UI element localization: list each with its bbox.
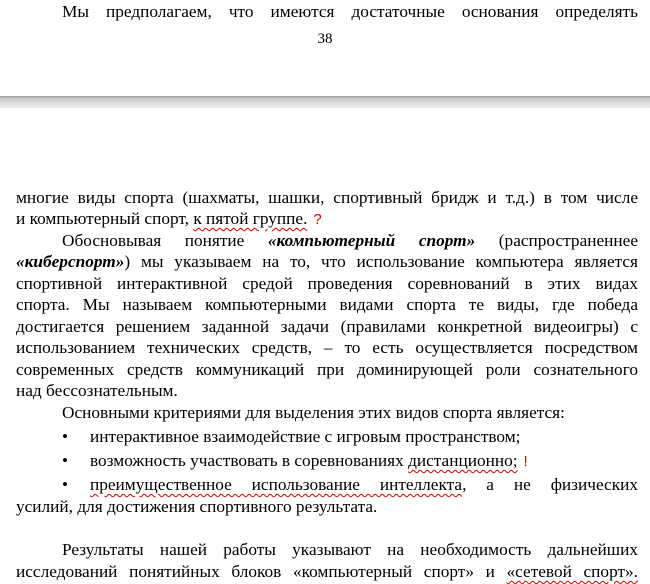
bullet-icon: • xyxy=(62,451,69,470)
previous-page xyxy=(0,0,650,96)
text-run: (распространеннее xyxy=(475,231,638,250)
paragraph-line: спорта. Мы называем компьютерными видами спорта те виды, где победа xyxy=(16,295,638,314)
text-run: исследований понятийных блоков «компьютерный спорт» и xyxy=(16,562,507,581)
paragraph-line: Основными критериями для выделения этих видов спорта является: xyxy=(62,403,565,422)
spellcheck-flagged-text[interactable]: дистанционно; xyxy=(408,451,518,470)
page-break-separator xyxy=(0,96,650,108)
bullet-item xyxy=(16,450,638,473)
paragraph-line: Результаты нашей работы указывают на необходимость дальнейших xyxy=(62,540,638,559)
previous-page-last-line: Мы предполагаем, что имеются достаточные основания определять xyxy=(62,2,638,21)
term-bold-italic: «киберспорт» xyxy=(16,252,125,271)
paragraph-line xyxy=(16,230,638,252)
spellcheck-flagged-text[interactable]: к пятой группе. xyxy=(193,209,308,228)
exclamation-comment-marker[interactable]: ! xyxy=(523,453,528,470)
paragraph-line xyxy=(16,251,638,273)
paragraph-line xyxy=(16,208,638,231)
bullet-item xyxy=(16,426,638,448)
text-run: ) мы указываем на то, что использование компьютера является xyxy=(124,252,638,271)
bullet-continuation: усилий, для достижения спортивного результата. xyxy=(16,497,378,516)
bullet-icon: • xyxy=(62,475,69,494)
paragraph-line: спортивной интерактивной средой проведения соревнований в этих видах xyxy=(16,274,638,293)
current-page xyxy=(0,108,650,584)
paragraph-line xyxy=(16,561,638,583)
question-comment-marker[interactable]: ? xyxy=(313,211,322,228)
spellcheck-flagged-text[interactable]: преимущественное использование интеллекта xyxy=(90,475,463,494)
paragraph-line: многие виды спорта (шахматы, шашки, спортивный бридж и т.д.) в том числе xyxy=(16,188,638,207)
bullet-item xyxy=(16,474,638,496)
paragraph-line: использованием технических средств, – то есть осуществляется посредством xyxy=(16,338,638,357)
bullet-icon: • xyxy=(62,427,69,446)
bullet-text: , а не физических xyxy=(462,475,638,494)
paragraph-line: над бессознательным. xyxy=(16,381,178,400)
term-bold-italic: «компьютерный спорт» xyxy=(267,231,476,250)
paragraph-line: современных средств коммуникаций при доминирующей роли сознательного xyxy=(16,360,638,379)
spellcheck-flagged-text[interactable]: «сетевой спорт». xyxy=(506,562,638,581)
paragraph-line: достигается решением заданной задачи (правилами конкретной видеоигры) с xyxy=(16,317,638,336)
bullet-text: возможность участвовать в соревнованиях xyxy=(90,451,409,470)
bullet-text: интерактивное взаимодействие с игровым пространством; xyxy=(90,427,521,446)
text-run: Обосновывая понятие xyxy=(62,231,268,250)
page-number: 38 xyxy=(317,31,333,47)
text-run: и компьютерный спорт, xyxy=(16,209,194,228)
